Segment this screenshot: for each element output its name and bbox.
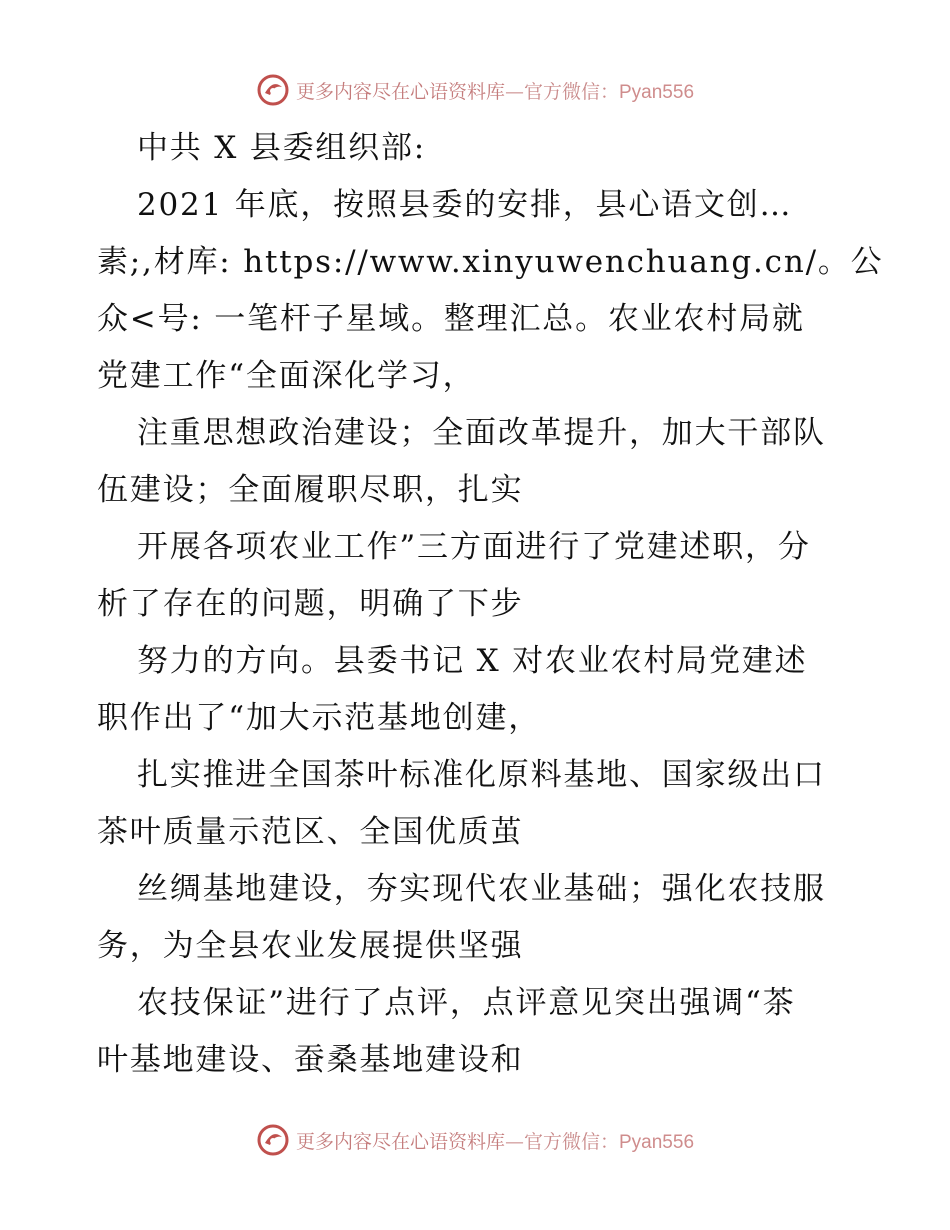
watermark-official-label: 官方微信： (523, 1130, 619, 1153)
red-swirl-logo-icon (256, 1123, 290, 1157)
watermark-dash: — (504, 80, 524, 103)
watermark-group (256, 73, 694, 107)
document-line: 扎实推进全国茶叶标准化原料基地、国家级出口 (137, 757, 826, 793)
watermark-main-text: 更多内容尽在心语资料库 (295, 80, 505, 103)
document-line: 析了存在的问题，明确了下步 (97, 586, 524, 622)
document-line: 党建工作“全面深化学习， (97, 358, 476, 394)
document-line: 务，为全县农业发展提供坚强 (97, 928, 524, 964)
document-line: 叶基地建设、蚕桑基地建设和 (97, 1042, 524, 1078)
document-line: 职作出了“加大示范基地创建， (97, 700, 542, 736)
document-line: 农技保证”进行了点评，点评意见突出强调“茶 (137, 985, 796, 1021)
document-line: 2021 年底，按照县委的安排，县心语文创… (137, 187, 793, 223)
watermark-handle: Pyan556 (619, 81, 695, 103)
watermark-text (296, 77, 694, 104)
document-line: 中共 X 县委组织部: (137, 130, 427, 166)
watermark-dash: — (504, 1130, 524, 1153)
document-line: 丝绸基地建设，夯实现代农业基础；强化农技服 (137, 871, 826, 907)
document-line: 茶叶质量示范区、全国优质茧 (97, 814, 524, 850)
footer-watermark (0, 1120, 950, 1160)
watermark-handle: Pyan556 (619, 1131, 695, 1153)
header-watermark (0, 70, 950, 110)
document-body (97, 120, 884, 1089)
document-line: 开展各项农业工作”三方面进行了党建述职，分 (137, 529, 811, 565)
document-line: 伍建设；全面履职尽职，扎实 (97, 472, 524, 508)
document-line: 努力的方向。县委书记 X 对农业农村局党建述 (137, 643, 808, 679)
watermark-text (296, 1127, 694, 1154)
document-line: 众<号: 一笔杆子星域。整理汇总。农业农村局就 (97, 301, 805, 337)
watermark-official-label: 官方微信： (523, 80, 619, 103)
red-swirl-logo-icon (256, 73, 290, 107)
watermark-group (256, 1123, 694, 1157)
document-line: 注重思想政治建设；全面改革提升，加大干部队 (137, 415, 826, 451)
document-line: 素;,材库: https://www.xinyuwenchuang.cn/。公 (97, 244, 884, 280)
watermark-main-text: 更多内容尽在心语资料库 (295, 1130, 505, 1153)
